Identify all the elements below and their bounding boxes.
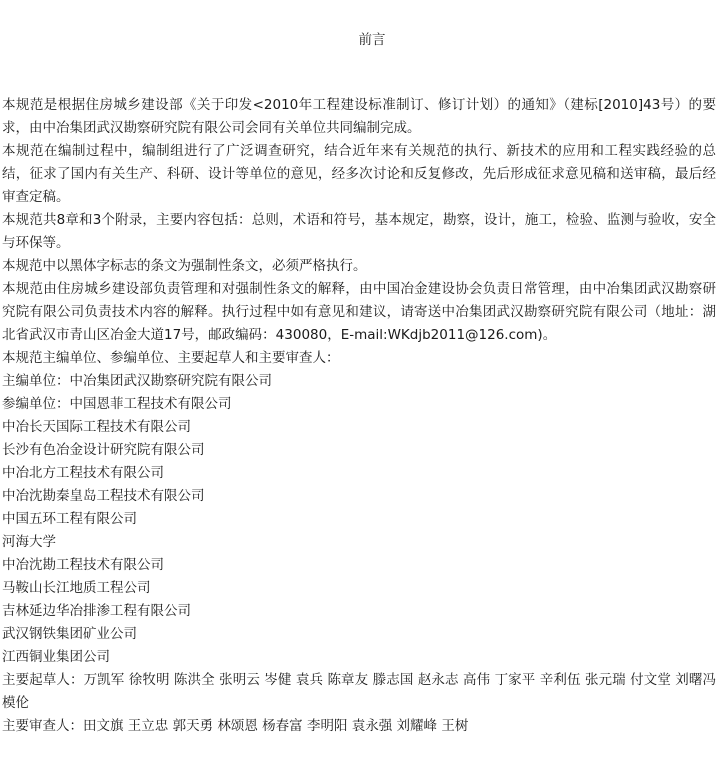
participating-unit: 马鞍山长江地质工程公司 bbox=[2, 580, 151, 596]
paragraph-management: 本规范由住房城乡建设部负责管理和对强制性条文的解释，由中国冶金建设协会负责日常管理，由中冶集团武汉勘察研究院有限公司负责技术内容的解释。执行过程中如有意见和建议，请寄送中冶集团武汉勘察研究院有限公司（地址：湖北省武汉市青山区冶金大道17号，邮政编码：430080，E-mail:WKdjb2011@126.com)。 bbox=[2, 281, 716, 343]
participating-unit: 参编单位：中国恩菲工程技术有限公司 bbox=[2, 396, 232, 412]
participating-unit: 中冶沈勘工程技术有限公司 bbox=[2, 557, 164, 573]
paragraph-compilation: 本规范在编制过程中，编制组进行了广泛调查研究，结合近年来有关规范的执行、新技术的应用和工程实践经验的总结，征求了国内有关生产、科研、设计等单位的意见，经多次讨论和反复修改，先后形成征求意见稿和送审稿，最后经审查定稿。 bbox=[2, 143, 716, 205]
participating-unit: 河海大学 bbox=[2, 534, 56, 550]
paragraph-basis: 本规范是根据住房城乡建设部《关于印发<2010年工程建设标准制订、修订计划）的通知》（建标[2010]43号）的要求，由中冶集团武汉勘察研究院有限公司会同有关单位共同编制完成。 bbox=[2, 97, 716, 136]
paragraph-contents: 本规范共8章和3个附录，主要内容包括：总则，术语和符号，基本规定，勘察，设计，施工，检验、监测与验收，安全与环保等。 bbox=[2, 212, 716, 251]
main-drafters: 主要起草人：万凯军 徐牧明 陈洪全 张明云 岑健 袁兵 陈章友 滕志国 赵永志 高伟 丁家平 辛利伍 张元瑞 付文堂 刘曙冯模伦 bbox=[2, 672, 716, 711]
participating-unit: 武汉钢铁集团矿业公司 bbox=[2, 626, 137, 642]
main-reviewers: 主要审查人：田文旗 王立忠 郭天勇 林颂恩 杨春富 李明阳 袁永强 刘耀峰 王树 bbox=[2, 718, 469, 734]
participating-unit: 中冶北方工程技术有限公司 bbox=[2, 465, 164, 481]
participating-unit: 中冶沈勘秦皇岛工程技术有限公司 bbox=[2, 488, 205, 504]
participating-unit: 江西铜业集团公司 bbox=[2, 649, 110, 665]
participating-unit: 吉林延边华冶排渗工程有限公司 bbox=[2, 603, 191, 619]
paragraph-mandatory: 本规范中以黑体字标志的条文为强制性条文，必须严格执行。 bbox=[2, 258, 367, 274]
participating-unit: 长沙有色冶金设计研究院有限公司 bbox=[2, 442, 205, 458]
participating-unit: 中冶长天国际工程技术有限公司 bbox=[2, 419, 191, 435]
page-title: 前言 bbox=[358, 32, 386, 48]
paragraph-participants-intro: 本规范主编单位、参编单位、主要起草人和主要审查人： bbox=[2, 350, 340, 366]
participating-unit: 中国五环工程有限公司 bbox=[2, 511, 137, 527]
document-body bbox=[2, 94, 716, 738]
chief-editor-unit: 主编单位：中冶集团武汉勘察研究院有限公司 bbox=[2, 373, 272, 389]
